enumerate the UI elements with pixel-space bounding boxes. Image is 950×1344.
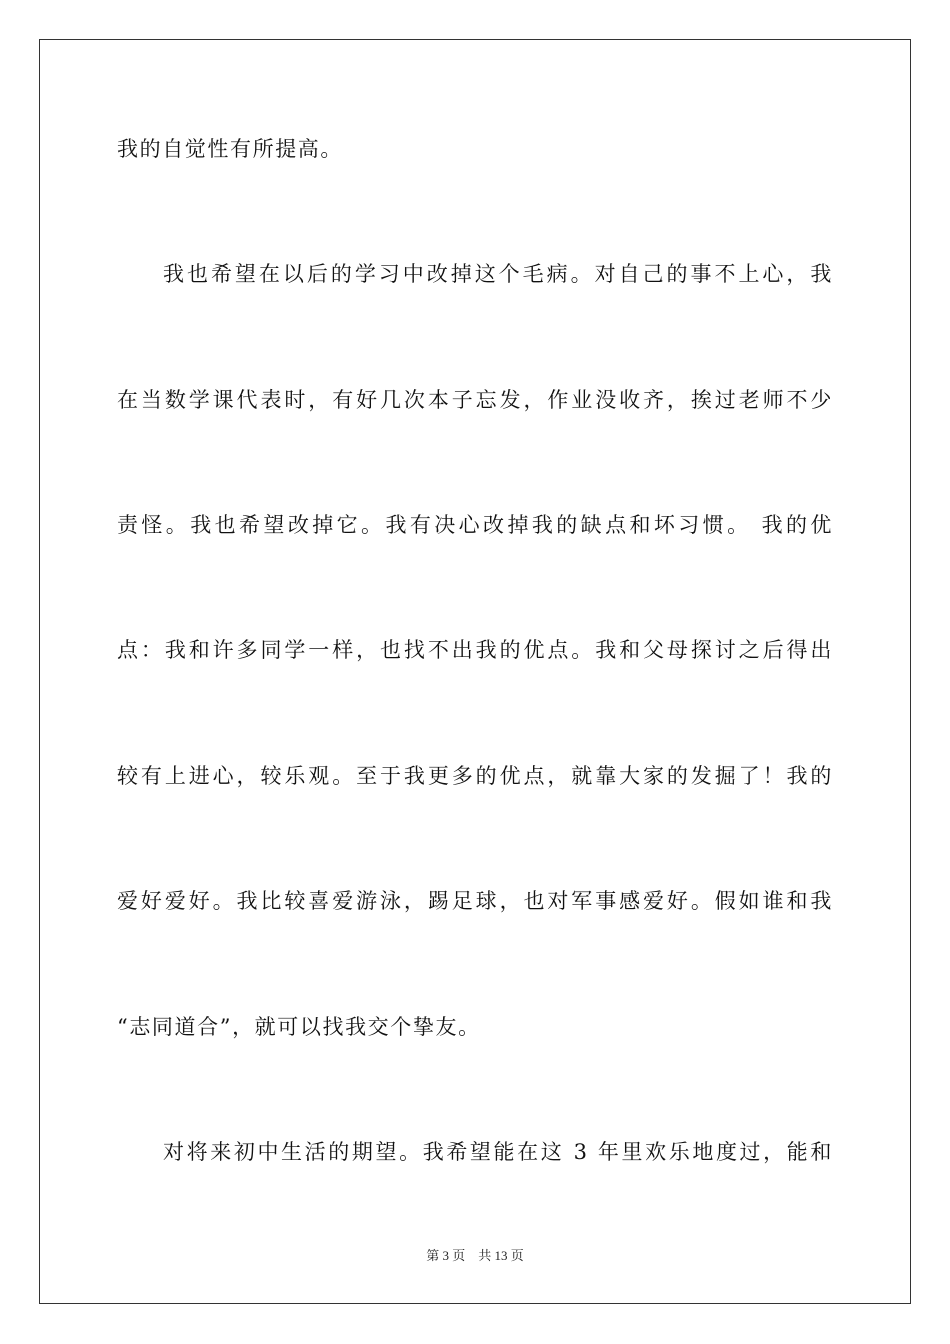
page-border	[39, 39, 911, 1304]
text-line: 点：我和许多同学一样，也找不出我的优点。我和父母探讨之后得出	[117, 638, 833, 662]
text-line: 对将来初中生活的期望。我希望能在这 3 年里欢乐地度过，能和	[163, 1140, 833, 1164]
text-line: 在当数学课代表时，有好几次本子忘发，作业没收齐，挨过老师不少	[117, 388, 833, 412]
text-line: 责怪。我也希望改掉它。我有决心改掉我的缺点和坏习惯。 我的优	[117, 513, 833, 537]
page-number-footer: 第 3 页 共 13 页	[426, 1248, 524, 1263]
text-line: “志同道合”，就可以找我交个挚友。	[117, 1015, 481, 1039]
text-line: 较有上进心，较乐观。至于我更多的优点，就靠大家的发掘了！我的	[117, 764, 833, 788]
text-line: 我也希望在以后的学习中改掉这个毛病。对自己的事不上心，我	[163, 262, 833, 286]
text-line: 我的自觉性有所提高。	[117, 137, 343, 161]
text-line: 爱好爱好。我比较喜爱游泳，踢足球，也对军事感爱好。假如谁和我	[117, 889, 833, 913]
